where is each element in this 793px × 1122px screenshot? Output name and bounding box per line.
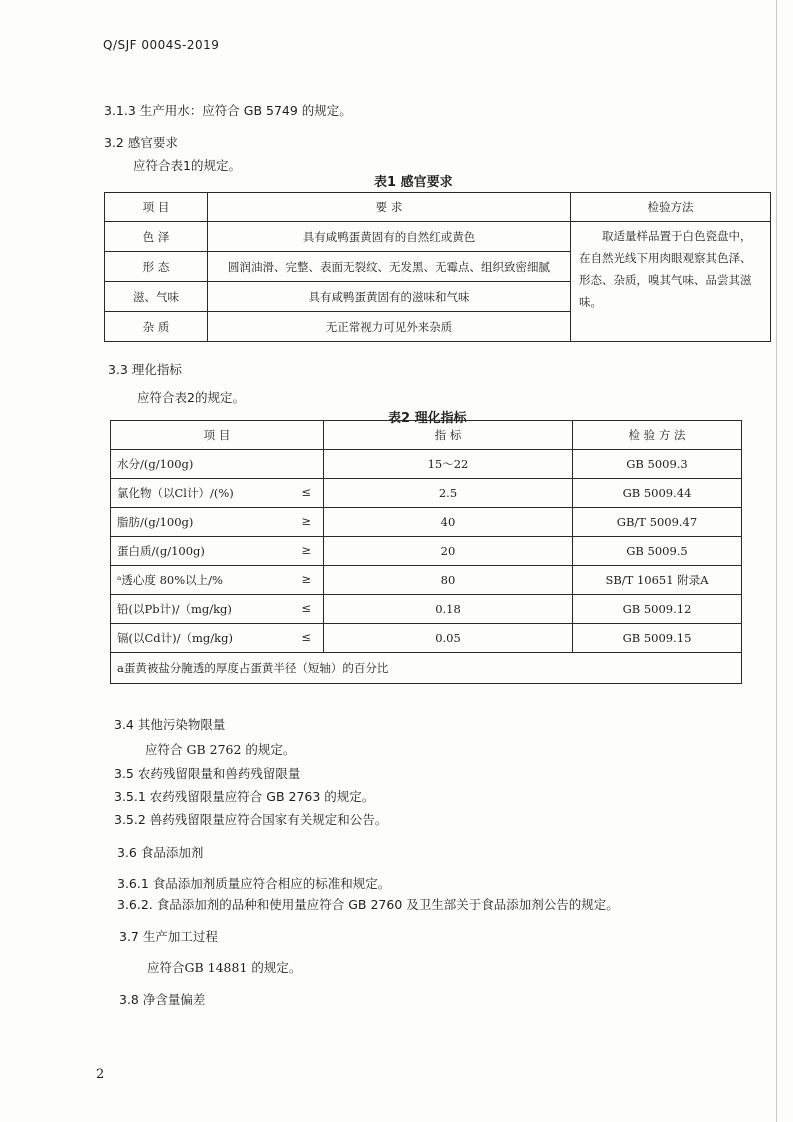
table2-row-value: 20 [324,537,573,566]
sensory-requirements-table [104,192,771,342]
clause-3-5-2: 3.5.2 兽药残留限量应符合国家有关规定和公告。 [114,812,388,827]
clause-3-1-3: 3.1.3 生产用水：应符合 GB 5749 的规定。 [104,103,352,118]
table2-header-row [111,421,742,450]
section-3-7-text: 应符合GB 14881 的规定。 [147,960,302,975]
table2-row-method: GB 5009.44 [573,479,742,508]
table2-footnote: a蛋黄被盐分腌透的厚度占蛋黄半径（短轴）的百分比 [111,653,742,684]
table2-row-item [111,450,324,479]
table2-comparison-symbol: ≤ [301,601,311,615]
table1-row-requirement: 具有咸鸭蛋黄固有的自然红或黄色 [208,222,571,252]
section-3-3-text: 应符合表2的规定。 [137,390,245,405]
table2-footnote-row [111,653,742,684]
table1-row-item: 色 泽 [105,222,208,252]
table2-row [111,537,742,566]
table2-item-label: 氯化物（以Cl计）/(%) [117,486,234,500]
section-3-2-text: 应符合表1的规定。 [133,158,241,173]
table2-header-indicator: 指 标 [324,421,573,450]
table2-row-item [111,566,324,595]
table2-row-item [111,508,324,537]
table1-header-requirement: 要 求 [208,193,571,222]
table2-row-item [111,479,324,508]
table2-header-item: 项 目 [111,421,324,450]
table1-row-item: 形 态 [105,252,208,282]
table2-item-label: 水分/(g/100g) [117,457,194,471]
section-3-7-heading: 3.7 生产加工过程 [119,929,218,944]
table2-row-value: 0.05 [324,624,573,653]
table2-row [111,624,742,653]
table1-row-item: 滋、气味 [105,282,208,312]
table2-row-method: GB 5009.15 [573,624,742,653]
table2-comparison-symbol: ≥ [301,572,311,586]
table2-row [111,479,742,508]
table2-comparison-symbol: ≥ [301,543,311,557]
table2-row-method: SB/T 10651 附录A [573,566,742,595]
section-3-3-heading: 3.3 理化指标 [108,362,182,377]
section-3-2-heading: 3.2 感官要求 [104,135,178,150]
clause-3-6-2: 3.6.2. 食品添加剂的品种和使用量应符合 GB 2760 及卫生部关于食品添加剂公告的规定。 [117,897,619,912]
table2-header-method: 检 验 方 法 [573,421,742,450]
table1-caption: 表1 感官要求 [374,175,453,190]
table1-row-item: 杂 质 [105,312,208,342]
clause-3-6-1: 3.6.1 食品添加剂质量应符合相应的标准和规定。 [117,876,391,891]
table2-row [111,508,742,537]
table2-item-label: 铅(以Pb计)/（mg/kg) [117,602,232,616]
table1-row-requirement: 具有咸鸭蛋黄固有的滋味和气味 [208,282,571,312]
section-3-8-heading: 3.8 净含量偏差 [119,992,206,1007]
page-number: 2 [96,1067,105,1082]
table2-row-method: GB 5009.5 [573,537,742,566]
section-3-5-heading: 3.5 农药残留限量和兽药残留限量 [114,766,301,781]
table1-row-requirement: 无正常视力可见外来杂质 [208,312,571,342]
table2-row-value: 15～22 [324,450,573,479]
table2-item-label: 脂肪/(g/100g) [117,515,194,529]
physicochemical-indicators-table [110,420,742,684]
table2-row-method: GB 5009.3 [573,450,742,479]
table2-comparison-symbol: ≤ [301,485,311,499]
table2-row-item [111,595,324,624]
table2-row-value: 40 [324,508,573,537]
scan-edge-line [776,0,777,1122]
section-3-4-heading: 3.4 其他污染物限量 [114,717,226,732]
table1-row-requirement: 圆润油滑、完整、表面无裂纹、无发黑、无霉点、组织致密细腻 [208,252,571,282]
table2-row-method: GB/T 5009.47 [573,508,742,537]
section-3-4-text: 应符合 GB 2762 的规定。 [145,742,296,757]
table1-header-row [105,193,771,222]
table2-row-value: 0.18 [324,595,573,624]
table2-comparison-symbol: ≥ [301,514,311,528]
table1-header-method: 检验方法 [571,193,771,222]
table2-item-label: ᵃ透心度 80%以上/% [117,573,223,587]
document-code-header: Q/SJF 0004S-2019 [103,38,220,52]
table2-row [111,450,742,479]
table2-item-label: 镉(以Cd计)/（mg/kg) [117,631,233,645]
table2-caption: 表2 理化指标 [388,411,467,426]
clause-3-5-1: 3.5.1 农药残留限量应符合 GB 2763 的规定。 [114,789,375,804]
table2-row [111,595,742,624]
section-3-6-heading: 3.6 食品添加剂 [117,845,204,860]
table2-row-item [111,624,324,653]
table2-item-label: 蛋白质/(g/100g) [117,544,205,558]
table2-row-value: 2.5 [324,479,573,508]
table2-row-value: 80 [324,566,573,595]
table2-row [111,566,742,595]
table2-row-method: GB 5009.12 [573,595,742,624]
table2-row-item [111,537,324,566]
table1-row [105,222,771,252]
table1-method-cell: 取适量样品置于白色瓷盘中，在自然光线下用肉眼观察其色泽、形态、杂质，嗅其气味、品尝其滋味。 [571,222,771,342]
table1-header-item: 项 目 [105,193,208,222]
table2-comparison-symbol: ≤ [301,630,311,644]
